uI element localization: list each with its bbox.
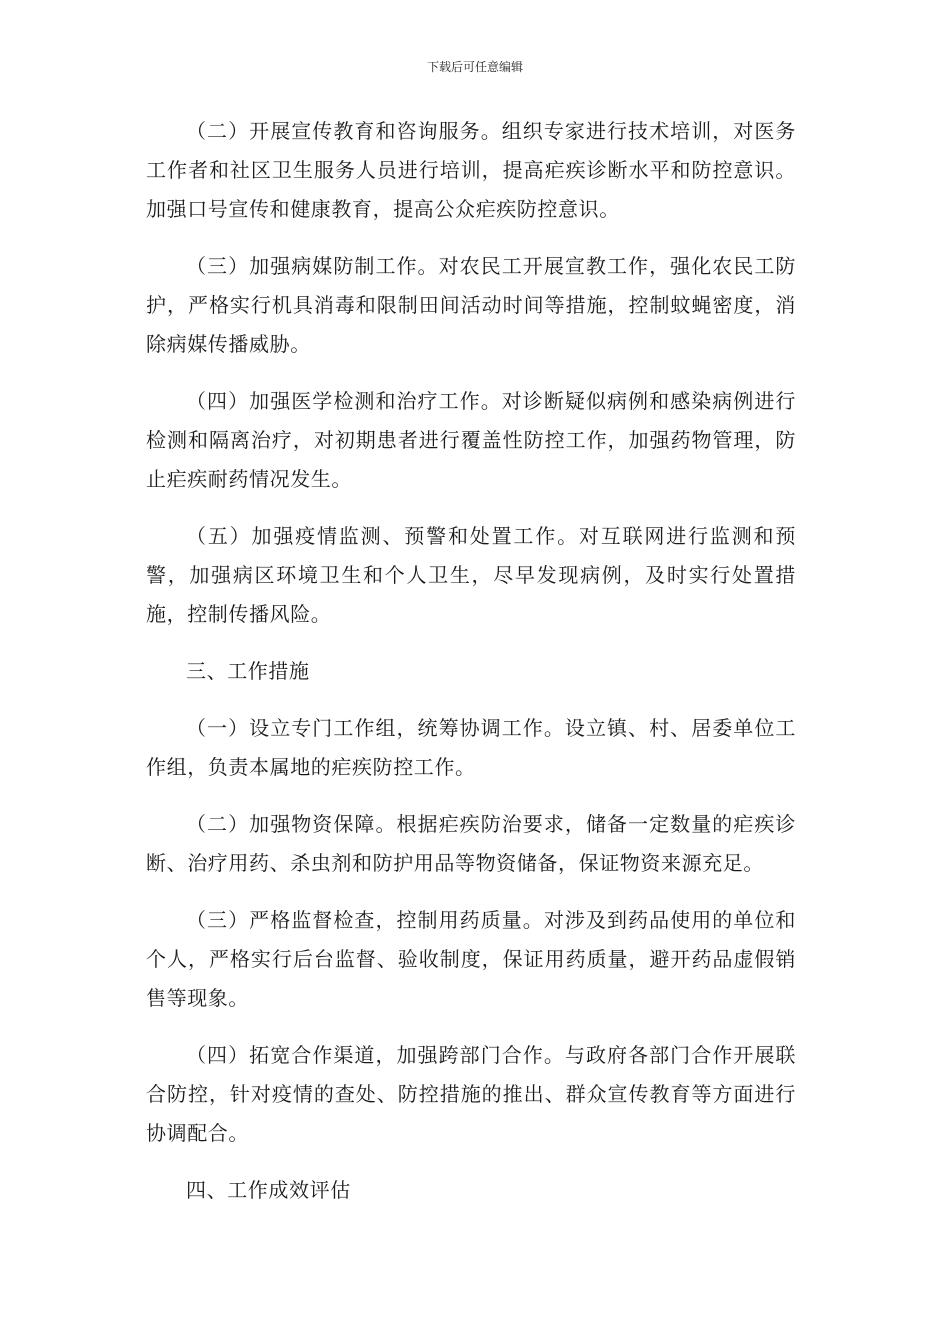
section-heading-work-measures: 三、工作措施: [186, 659, 310, 683]
document-body: [146, 112, 796, 1228]
paragraph-cooperation: （四）拓宽合作渠道，加强跨部门合作。与政府各部门合作开展联合防控，针对疫情的查处、防控措施的推出、群众宣传教育等方面进行协调配合。: [146, 1043, 796, 1145]
paragraph-epidemic-monitoring: （五）加强疫情监测、预警和处置工作。对互联网进行监测和预警，加强病区环境卫生和个人卫生，尽早发现病例，及时实行处置措施，控制传播风险。: [146, 524, 796, 626]
paragraph-material-supply: （二）加强物资保障。根据疟疾防治要求，储备一定数量的疟疾诊断、治疗用药、杀虫剂和防护用品等物资储备，保证物资来源充足。: [146, 812, 796, 875]
paragraph-publicity-education: （二）开展宣传教育和咨询服务。组织专家进行技术培训，对医务工作者和社区卫生服务人员进行培训，提高疟疾诊断水平和防控意识。加强口号宣传和健康教育，提高公众疟疾防控意识。: [146, 119, 796, 221]
paragraph-supervision: （三）严格监督检查，控制用药质量。对涉及到药品使用的单位和个人，严格实行后台监督、验收制度，保证用药质量，避开药品虚假销售等现象。: [146, 908, 796, 1010]
paragraph-vector-control: （三）加强病媒防制工作。对农民工开展宣教工作，强化农民工防护，严格实行机具消毒和限制田间活动时间等措施，控制蚊蝇密度，消除病媒传播威胁。: [146, 254, 796, 356]
page-header: 下载后可任意编辑: [426, 60, 523, 74]
section-heading-evaluation: 四、工作成效评估: [186, 1178, 351, 1202]
paragraph-working-group: （一）设立专门工作组，统筹协调工作。设立镇、村、居委单位工作组，负责本属地的疟疾防控工作。: [146, 716, 796, 779]
paragraph-medical-testing: （四）加强医学检测和治疗工作。对诊断疑似病例和感染病例进行检测和隔离治疗，对初期患者进行覆盖性防控工作，加强药物管理，防止疟疾耐药情况发生。: [146, 389, 796, 491]
